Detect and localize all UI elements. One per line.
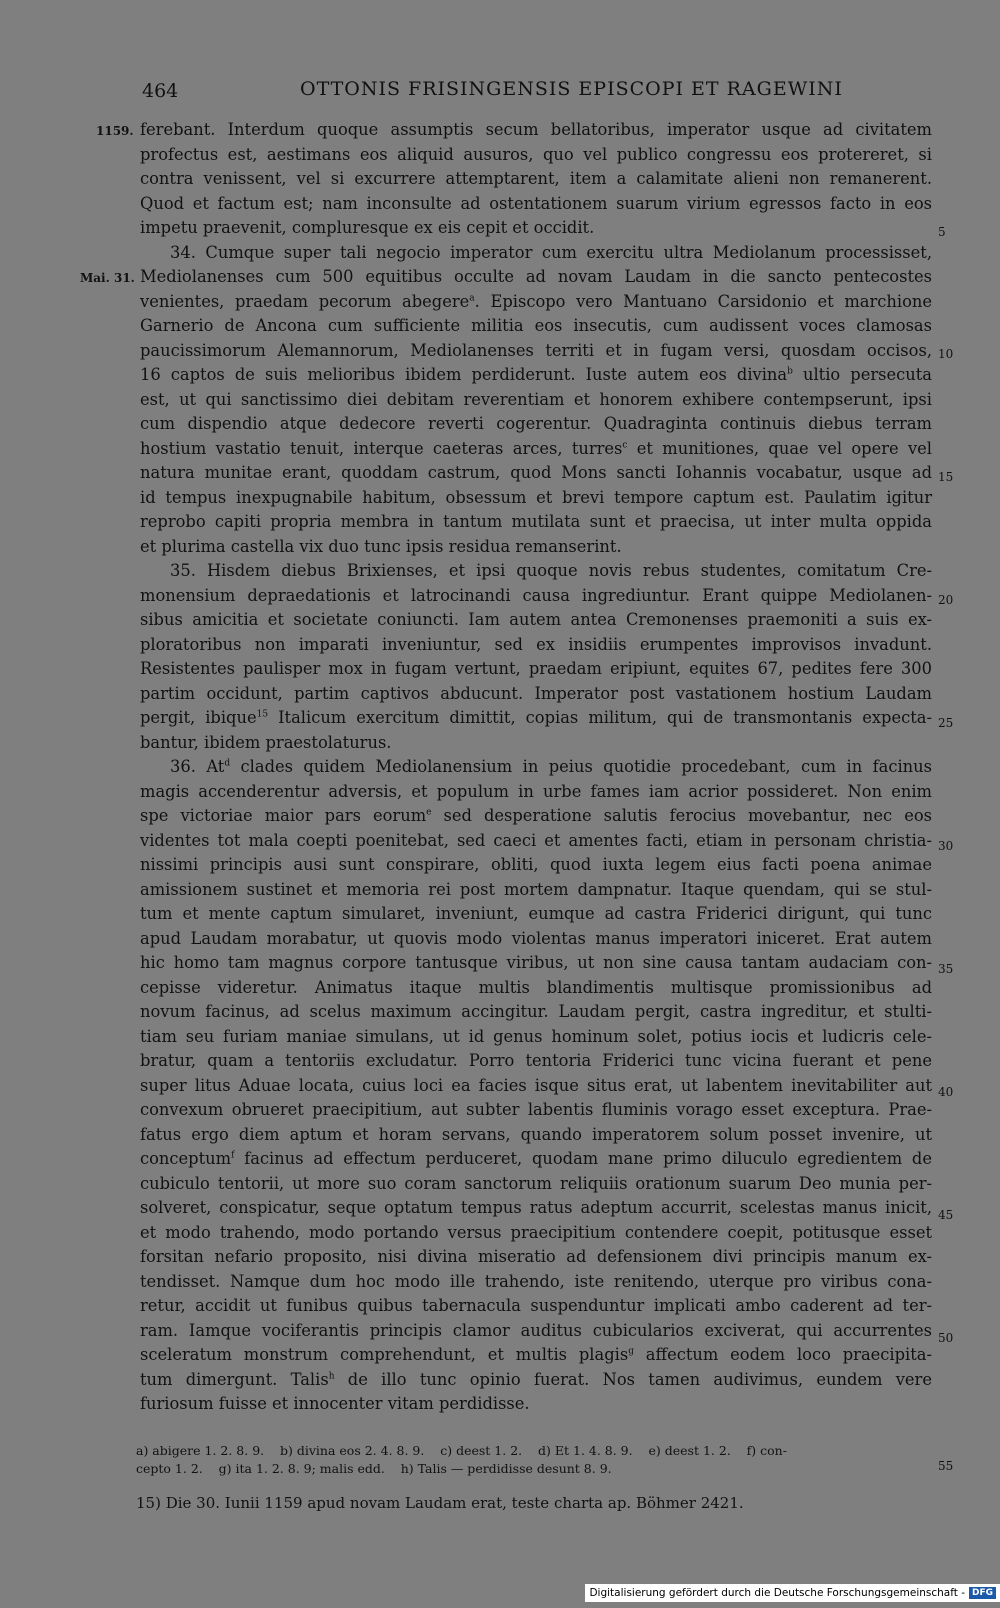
line-number: 5 [938,225,946,239]
dfg-logo: DFG [969,1587,996,1599]
text-line: et plurima castella vix duo tunc ipsis residua remanserint. [140,536,622,556]
paragraph-35-start: 35. Hisdem diebus Brixienses, et ipsi quoque novis rebus studentes, comitatum Cre- [170,561,932,580]
text-line: sibus amicitia et societate coniuncti. Iam autem antea Cremonenses praemoniti a suis ex- [140,610,932,629]
text-line: partim occidunt, partim captivos abducunt. Imperator post vastationem hostium Laudam [140,683,932,703]
text-line: et modo trahendo, modo portando versus praecipitium contendere coepit, potitusque esset [140,1222,932,1242]
text-line: bratur, quam a tentoriis excludatur. Porro tentoria Friderici tunc vicina fuerant et pene [140,1051,932,1070]
text-line: hic homo tam magnus corpore tantusque viribus, ut non sine causa tantam audaciam con- [140,953,932,972]
text-line: est, ut qui sanctissimo diei debitam reverentiam et honorem exhibere contempserunt, ipsi [140,389,932,409]
text-line: natura munitae erant, quoddam castrum, quod Mons sancti Iohannis vocabatur, usque ad [140,463,932,482]
paragraph-36-start: 36. At$^d$ clades quidem Mediolanensium in peius quotidie procedebant, cum in facinus [170,757,932,776]
text-line: impetu praevenit, compluresque ex eis cepit et occidit. [140,218,595,237]
line-number: 15 [938,470,954,484]
body-text [140,118,932,1417]
text-line: bantur, ibidem praestolaturus. [140,732,392,752]
apparatus-footnotes [136,1442,926,1478]
text-line: pergit, ibique$^{15}$ Italicum exercitum dimittit, copias militum, qui de transmontanis expecta- [140,708,932,727]
footnote-ref: d [224,758,231,769]
footnote-line: a) abigere 1. 2. 8. 9. b) divina eos 2. 4. 8. 9. c) deest 1. 2. d) Et 1. 4. 8. 9. e) deest 1. 2. f) con- [136,1443,787,1458]
text-line: ferebant. Interdum quoque assumptis secum bellatoribus, imperator usque ad civitatem [140,120,932,139]
text-line: Mediolanenses cum 500 equitibus occulte ad novam Laudam in die sancto pentecostes [140,267,932,286]
text-line: novum facinus, ad scelus maximum accingitur. Laudam pergit, castra ingreditur, et stulti- [140,1002,932,1021]
text-line: convexum obrueret praecipitium, aut subter labentis fluminis vorago esset exceptura. Prae- [140,1100,932,1119]
text-line: nissimi principis ausi sunt conspirare, obliti, quod iuxta legem eius facti poena animae [140,855,932,874]
footnote-ref: e [426,807,432,818]
text-line: conceptum$^f$ facinus ad effectum perduceret, quodam mane primo diluculo egredientem de [140,1149,932,1168]
text-line: sceleratum monstrum comprehendunt, et multis plagis$^g$ affectum eodem loco praecipita- [140,1345,932,1364]
line-number: 45 [938,1208,954,1222]
page-number: 464 [142,80,179,102]
text-line: Quod et factum est; nam inconsulte ad ostentationem suarum virium egressos facto in eos [140,193,932,213]
footnote-ref: f [231,1150,235,1161]
text-line: tendisset. Namque dum hoc modo ille trahendo, iste renitendo, uterque pro viribus cona- [140,1271,932,1291]
running-title: OTTONIS FRISINGENSIS EPISCOPI ET RAGEWINI [300,78,843,100]
line-number: 50 [938,1331,954,1345]
text-line: super litus Aduae locata, cuius loci ea facies isque situs erat, ut labentem inevitabiliter aut [140,1075,932,1095]
text-line: tum et mente captum simularet, inveniunt, eumque ad castra Friderici dirigunt, qui tunc [140,904,932,923]
margin-year: 1159. [96,124,134,138]
footnote-ref: a [469,293,475,304]
footnote-ref: h [328,1371,335,1382]
line-number: 55 [938,1459,954,1473]
footnote-ref: g [628,1346,634,1357]
text-line: hostium vastatio tenuit, interque caeteras arces, turres$^c$ et munitiones, quae vel opere vel [140,438,932,458]
text-line: cum dispendio atque dedecore reverti cogerentur. Quadraginta continuis diebus terram [140,414,932,433]
text-line: profectus est, aestimans eos aliquid ausuros, quo vel publico congressu eos protereret, si [140,144,932,164]
text-line: amissionem sustinet et memoria rei post mortem dampnatur. Itaque quendam, qui se stul- [140,879,932,899]
footnote-ref: c [622,440,628,451]
text-line: videntes tot mala coepti poenitebat, sed caeci et amentes facti, etiam in personam christia- [140,830,932,850]
text-line: paucissimorum Alemannorum, Mediolanenses territi et in fugam versi, quosdam occisos, [140,340,932,360]
text-line: forsitan nefario proposito, nisi divina miseratio ad defensionem divi principis manum ex- [140,1247,932,1266]
text-line: solveret, conspicatur, seque optatum tempus ratus adeptum accurrit, scelestas manus inicit, [140,1198,932,1217]
line-number: 40 [938,1085,954,1099]
text-line: apud Laudam morabatur, ut quovis modo violentas manus imperatori iniceret. Erat autem [140,928,932,948]
text-line: furiosum fuisse et innocenter vitam perdidisse. [140,1394,530,1413]
footer-text: Digitalisierung gefördert durch die Deutsche Forschungsgemeinschaft - [589,1587,965,1599]
text-line: reprobo capiti propria membra in tantum mutilata sunt et praecisa, ut inter multa oppida [140,512,932,531]
text-line: tum dimergunt. Talis$^h$ de illo tunc opinio fuerat. Nos tamen audivimus, eundem vere [140,1369,932,1389]
text-line: magis accenderentur adversis, et populum in urbe fames iam acrior possideret. Non enim [140,781,932,801]
text-line: Resistentes paulisper mox in fugam vertunt, praedam eripiunt, equites 67, pedites fere 300 [140,659,932,678]
text-line: retur, accidit ut funibus quibus tabernacula suspenduntur implicati ambo caderent ad ter- [140,1296,932,1315]
line-number: 25 [938,716,954,730]
footnote-ref: 15 [256,709,269,720]
text-line: cepisse videretur. Animatus itaque multis blandimentis multisque promissionibus ad [140,977,932,997]
line-number: 30 [938,839,954,853]
dfg-footer [585,1584,1000,1602]
line-number: 35 [938,962,954,976]
line-number: 20 [938,593,954,607]
footnote-15: 15) Die 30. Iunii 1159 apud novam Laudam erat, teste charta ap. Böhmer 2421. [136,1494,744,1512]
text-line: contra venissent, vel si excurrere attemptarent, item a calamitate alieni non remanerent. [140,169,932,188]
text-line: cubiculo tentorii, ut more suo coram sanctorum reliquiis orationum suarum Deo munia per- [140,1173,932,1193]
text-line: ploratoribus non imparati inveniuntur, sed ex insidiis erumpentes improvisos invadunt. [140,634,932,654]
paragraph-34-start: 34. Cumque super tali negocio imperator cum exercitu ultra Mediolanum processisset, [170,242,932,262]
text-line: tiam seu furiam maniae simulans, ut id genus hominum solet, potius iocis et ludicris cele- [140,1026,932,1046]
text-line: fatus ergo diem aptum et horam servans, quando imperatorem solum posset invenire, ut [140,1124,932,1144]
text-line: id tempus inexpugnabile habitum, obsessum et brevi tempore captum est. Paulatim igitur [140,487,932,507]
text-line: venientes, praedam pecorum abegere$^a$. Episcopo vero Mantuano Carsidonio et marchione [140,291,932,311]
footnote-ref: b [787,366,793,377]
footnote-line: cepto 1. 2. g) ita 1. 2. 8. 9; malis edd. h) Talis — perdidisse desunt 8. 9. [136,1461,612,1476]
text-line: monensium depraedationis et latrocinandi causa ingrediuntur. Erant quippe Mediolanen- [140,585,932,605]
text-line: 16 captos de suis melioribus ibidem perdiderunt. Iuste autem eos divina$^b$ ultio persecuta [140,365,932,384]
margin-date: Mai. 31. [80,271,135,285]
text-line: spe victoriae maior pars eorum$^e$ sed desperatione salutis ferocius movebantur, nec eos [140,806,932,825]
line-number: 10 [938,347,954,361]
text-line: ram. Iamque vociferantis principis clamor auditus cubicularios exciverat, qui accurrentes [140,1320,932,1340]
text-line: Garnerio de Ancona cum sufficiente militia eos insecutis, cum audissent voces clamosas [140,316,932,335]
